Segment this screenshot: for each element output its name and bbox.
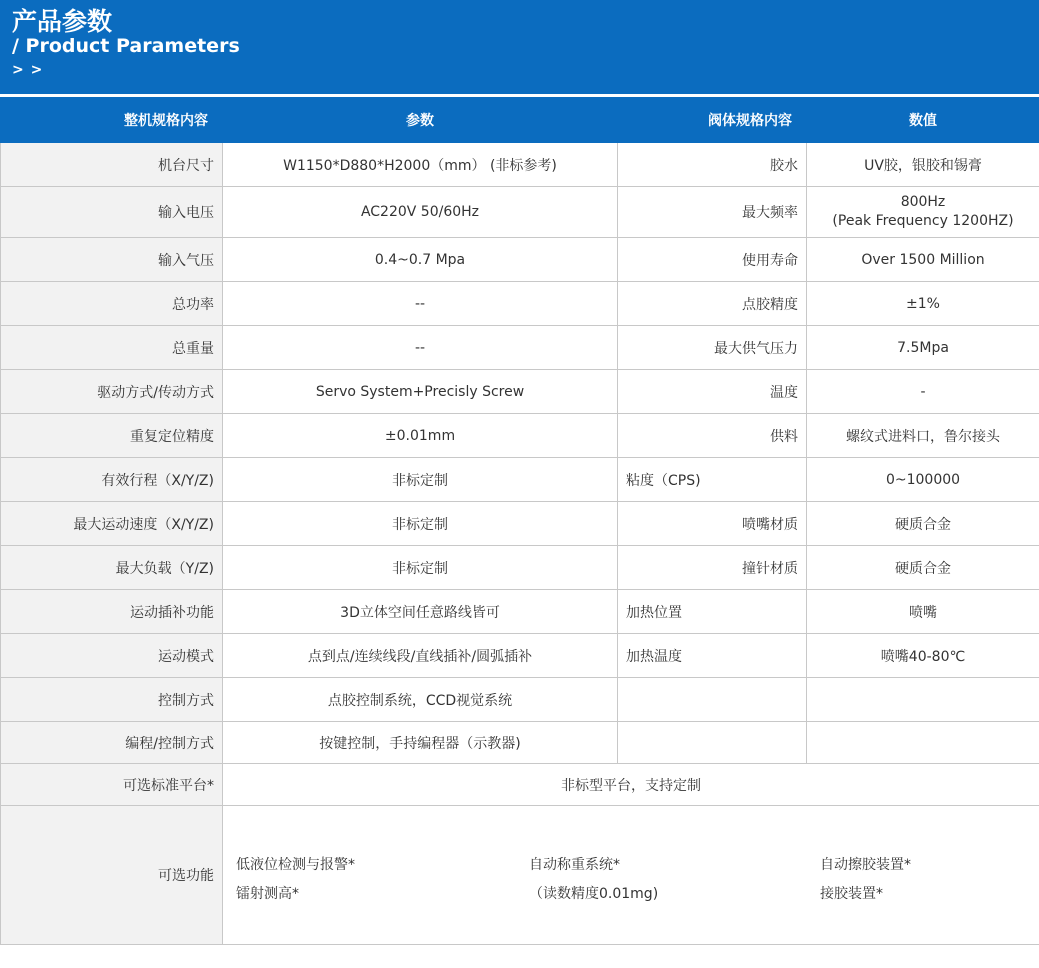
table-row <box>1 414 1039 458</box>
row-value: 按键控制，手持编程器（示教器) <box>223 722 618 764</box>
table-row <box>1 590 1039 634</box>
optional-item: 接胶装置* <box>820 886 883 902</box>
valve-label: 温度 <box>618 370 807 414</box>
row-value: AC220V 50/60Hz <box>223 187 618 238</box>
table-row <box>1 678 1039 722</box>
row-value: 非标定制 <box>223 502 618 546</box>
row-label: 总功率 <box>1 282 223 326</box>
optional-item: 自动擦胶装置* <box>820 857 911 873</box>
valve-label: 喷嘴材质 <box>618 502 807 546</box>
column-header: 整机规格内容 <box>1 98 223 143</box>
table-row <box>1 634 1039 678</box>
valve-label <box>618 678 807 722</box>
column-header: 数值 <box>807 98 1039 143</box>
row-value: 点到点/连续线段/直线插补/圆弧插补 <box>223 634 618 678</box>
valve-label: 撞针材质 <box>618 546 807 590</box>
valve-label: 最大供气压力 <box>618 326 807 370</box>
row-value: ±0.01mm <box>223 414 618 458</box>
table-row <box>1 722 1039 764</box>
row-value: 非标定制 <box>223 458 618 502</box>
valve-value: 螺纹式进料口，鲁尔接头 <box>807 414 1039 458</box>
row-value: W1150*D880*H2000（mm） (非标参考) <box>223 143 618 187</box>
parameters-table <box>0 97 1039 945</box>
valve-value: 硬质合金 <box>807 502 1039 546</box>
valve-value: - <box>807 370 1039 414</box>
valve-value: 喷嘴 <box>807 590 1039 634</box>
table-row <box>1 143 1039 187</box>
table-row <box>1 282 1039 326</box>
table-row <box>1 764 1039 806</box>
valve-label: 使用寿命 <box>618 238 807 282</box>
row-label: 机台尺寸 <box>1 143 223 187</box>
valve-value: UV胶，银胶和锡膏 <box>807 143 1039 187</box>
optional-item: 镭射测高* <box>236 886 299 902</box>
valve-value <box>807 187 1039 238</box>
valve-label: 加热位置 <box>618 590 807 634</box>
table-row <box>1 238 1039 282</box>
row-label: 输入电压 <box>1 187 223 238</box>
table-row <box>1 187 1039 238</box>
page-title: 产品参数 <box>12 7 113 36</box>
row-label: 运动插补功能 <box>1 590 223 634</box>
row-label: 重复定位精度 <box>1 414 223 458</box>
valve-label: 加热温度 <box>618 634 807 678</box>
optional-item: 低液位检测与报警* <box>236 857 355 873</box>
valve-value-line2: (Peak Frequency 1200HZ) <box>832 213 1014 229</box>
row-label: 最大运动速度（X/Y/Z) <box>1 502 223 546</box>
arrows-icon: > > <box>12 62 44 78</box>
valve-label: 粘度（CPS) <box>618 458 807 502</box>
row-label: 可选标准平台* <box>1 764 223 806</box>
column-header: 阀体规格内容 <box>618 98 807 143</box>
valve-value: Over 1500 Million <box>807 238 1039 282</box>
valve-label: 最大频率 <box>618 187 807 238</box>
valve-label: 胶水 <box>618 143 807 187</box>
row-label: 输入气压 <box>1 238 223 282</box>
row-label: 驱动方式/传动方式 <box>1 370 223 414</box>
row-label: 最大负载（Y/Z) <box>1 546 223 590</box>
row-value: 点胶控制系统，CCD视觉系统 <box>223 678 618 722</box>
row-label: 编程/控制方式 <box>1 722 223 764</box>
valve-label: 点胶精度 <box>618 282 807 326</box>
table-row <box>1 502 1039 546</box>
table-header-row <box>1 98 1039 143</box>
table-row <box>1 326 1039 370</box>
valve-value: 喷嘴40-80℃ <box>807 634 1039 678</box>
optional-item: （读数精度0.01mg) <box>529 886 659 902</box>
row-value: -- <box>223 326 618 370</box>
row-value: Servo System+Precisly Screw <box>223 370 618 414</box>
valve-value: 硬质合金 <box>807 546 1039 590</box>
valve-value-line1: 800Hz <box>900 194 946 210</box>
valve-label <box>618 722 807 764</box>
column-header: 参数 <box>223 98 618 143</box>
row-label: 有效行程（X/Y/Z) <box>1 458 223 502</box>
header-banner <box>0 0 1039 94</box>
row-label: 控制方式 <box>1 678 223 722</box>
table-row <box>1 546 1039 590</box>
page-subtitle: / Product Parameters <box>12 35 240 57</box>
valve-value <box>807 678 1039 722</box>
optional-item: 自动称重系统* <box>529 857 620 873</box>
row-value: -- <box>223 282 618 326</box>
valve-label: 供料 <box>618 414 807 458</box>
row-value: 非标定制 <box>223 546 618 590</box>
row-value: 0.4~0.7 Mpa <box>223 238 618 282</box>
optional-functions-cell <box>223 806 1039 945</box>
valve-value: 0~100000 <box>807 458 1039 502</box>
row-value: 3D立体空间任意路线皆可 <box>223 590 618 634</box>
valve-value: ±1% <box>807 282 1039 326</box>
row-label: 总重量 <box>1 326 223 370</box>
table-row <box>1 806 1039 945</box>
row-value: 非标型平台，支持定制 <box>223 764 1039 806</box>
valve-value: 7.5Mpa <box>807 326 1039 370</box>
row-label: 运动模式 <box>1 634 223 678</box>
table-row <box>1 458 1039 502</box>
valve-value <box>807 722 1039 764</box>
row-label: 可选功能 <box>1 806 223 945</box>
table-row <box>1 370 1039 414</box>
